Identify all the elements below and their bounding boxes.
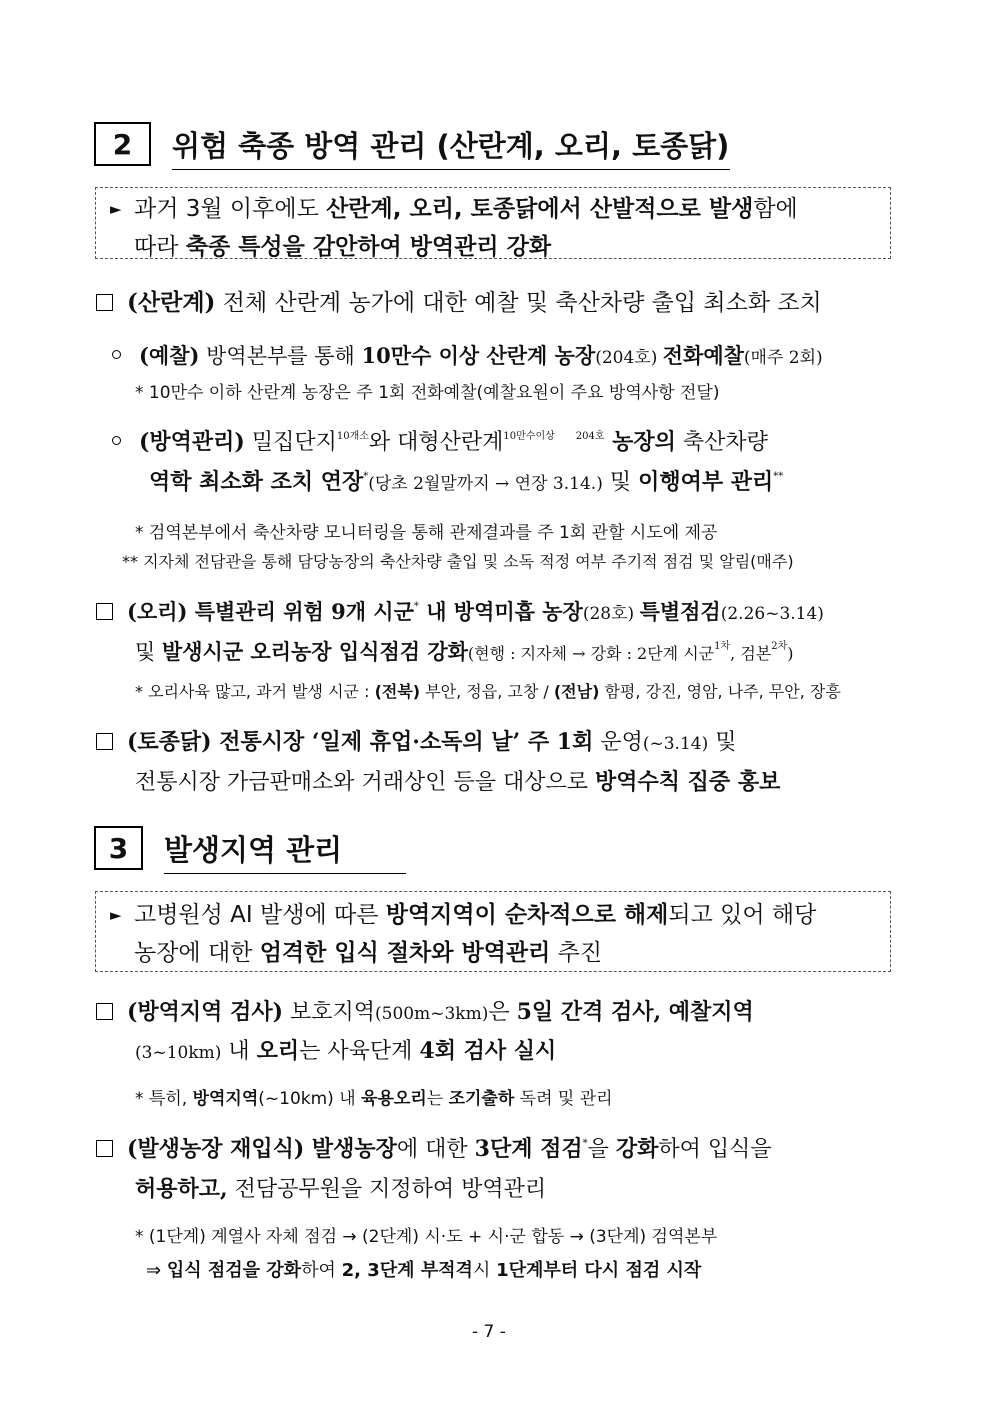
- item-text: 전담공무원을 지정하여 방역관리: [227, 1177, 547, 1202]
- superscript: 204호: [575, 431, 605, 442]
- summary-emphasis: 산란계, 오리, 토종닭에서 산발적으로 발생: [326, 196, 754, 222]
- summary-box: [95, 891, 891, 972]
- subitem-text: (매주 2회): [743, 348, 823, 368]
- footnote-text: * 특히,: [135, 1089, 193, 1109]
- superscript: *: [363, 471, 369, 482]
- item-line: [96, 284, 822, 317]
- item-head: (방역지역 검사): [127, 999, 283, 1025]
- subitem-emphasis: 전화예찰: [662, 343, 744, 368]
- item-text: 운영: [593, 730, 643, 755]
- item-emphasis: 3단계 점검: [474, 1136, 583, 1162]
- item-emphasis: 발생농장: [304, 1136, 397, 1162]
- checkbox-square-icon: [96, 1140, 113, 1157]
- footnote-emphasis: 육용오리: [361, 1089, 427, 1109]
- section-title-text: 위험 축종 방역 관리: [172, 129, 427, 163]
- subitem-head: (방역관리): [139, 429, 245, 455]
- item-text: , 검본: [730, 644, 772, 663]
- footnote-emphasis: 입식 점검을 강화: [166, 1260, 302, 1281]
- item-line-cont: [135, 636, 794, 666]
- superscript: 1차: [714, 641, 731, 652]
- summary-text: 과거 3월 이후에도: [134, 196, 327, 222]
- superscript: 10만수이상: [503, 431, 555, 442]
- subitem-line: [112, 425, 768, 456]
- item-text: (현행 : 지자체 → 강화 : 2단계 시군: [467, 644, 715, 663]
- item-text: (500m~3km): [375, 1004, 489, 1024]
- item-line: [96, 995, 754, 1026]
- footnote-emphasis: 1단계부터 다시 점검 시작: [496, 1260, 702, 1281]
- item-line-cont: [135, 1034, 556, 1065]
- footnote-text: (~10km) 내: [258, 1089, 362, 1109]
- summary-emphasis: 방역지역이 순차적으로 해제: [385, 902, 669, 928]
- subitem-emphasis: 10만수 이상 산란계 농장: [361, 343, 596, 368]
- item-text: 및: [135, 640, 162, 664]
- subitem-text: 밀집단지: [244, 430, 337, 455]
- subitem-text: 방역본부를 통해: [199, 344, 362, 368]
- item-text: (2.26~3.14): [720, 604, 824, 624]
- item-text: 는 사육단계: [299, 1039, 420, 1064]
- item-emphasis: 전통시장 ‘일제 휴업·소독의 날’ 주 1회: [211, 729, 594, 755]
- summary-line-1: [110, 190, 890, 228]
- item-line-cont: [135, 765, 780, 796]
- circle-bullet-icon: [112, 436, 121, 445]
- subitem-emphasis: 농장의: [604, 429, 676, 455]
- footnote-emphasis: (전북): [374, 682, 421, 701]
- checkbox-square-icon: [96, 603, 113, 620]
- footnote-emphasis: 방역지역: [192, 1089, 259, 1109]
- item-text: 내: [221, 1039, 257, 1064]
- section-number: 3: [94, 826, 143, 870]
- footnote: * (1단계) 계열사 자체 점검 → (2단계) 시·도 + 시·군 합동 → (3단계) 검역본부: [135, 1227, 718, 1247]
- item-text: (3~10km): [135, 1043, 222, 1063]
- superscript: 10개소: [336, 431, 369, 442]
- item-head: (발생농장 재입식): [127, 1136, 305, 1162]
- footnote-emphasis: 2, 3단계 부적격: [341, 1260, 473, 1281]
- item-emphasis: 방역수칙 집중 홍보: [595, 769, 781, 795]
- subitem-emphasis: 이행여부 관리: [638, 469, 774, 495]
- footnote-text: 독려 및 관리: [514, 1089, 613, 1109]
- section-title-text: 발생지역 관리: [164, 833, 343, 867]
- subitem-text: 축산차량: [675, 430, 768, 455]
- subitem-line: [112, 340, 823, 370]
- footnote: [146, 1256, 701, 1282]
- summary-line-1: [110, 896, 890, 934]
- summary-text: 함에: [753, 196, 798, 222]
- summary-text: 추진: [550, 940, 603, 966]
- summary-text: 따라: [134, 234, 186, 260]
- summary-box: [95, 187, 891, 259]
- footnote-text: 하여: [301, 1260, 342, 1281]
- item-emphasis: 강화: [615, 1136, 659, 1162]
- item-emphasis: 발생시군 오리농장 입식점검 강화: [161, 639, 468, 664]
- section-title: [164, 828, 406, 874]
- item-text: (~3.14): [642, 734, 709, 754]
- item-emphasis: 허용하고,: [135, 1176, 228, 1202]
- item-text: 에 대한: [396, 1137, 475, 1162]
- item-line: [96, 596, 824, 626]
- subitem-text: 와 대형산란계: [368, 430, 504, 455]
- subitem-text: (당초 2월말까지 → 연장 3.14.): [368, 474, 603, 494]
- section-title: [172, 124, 730, 170]
- footnote: * 검역본부에서 축산차량 모니터링을 통해 관제결과를 주 1회 관할 시도에 제공: [135, 523, 718, 543]
- footnote-text: 시: [472, 1260, 497, 1281]
- subitem-emphasis: 역학 최소화 조치 연장: [149, 469, 364, 495]
- item-emphasis: 오리: [256, 1038, 300, 1064]
- item-head: (토종닭): [127, 729, 212, 755]
- footnote: [135, 1084, 613, 1109]
- summary-text: 농장에 대한: [134, 940, 260, 966]
- pointer-icon: ►: [110, 906, 122, 924]
- item-text: 하여 입식을: [658, 1137, 772, 1162]
- footnote: ** 지자체 전담관을 통해 담당농장의 축산차량 출입 및 소독 적정 여부 주기적 점검 및 알림(매주): [122, 552, 794, 571]
- summary-emphasis: 엄격한 입식 절차와 방역관리: [259, 940, 551, 966]
- page-number: - 7 -: [472, 1322, 506, 1342]
- pointer-icon: ►: [110, 200, 122, 218]
- checkbox-square-icon: [96, 294, 113, 311]
- summary-line-2: [110, 228, 890, 266]
- item-text: (28호): [582, 604, 640, 624]
- subitem-text: 및: [602, 470, 639, 495]
- subitem-text: (204호): [595, 348, 663, 368]
- subitem-line-cont: [149, 465, 783, 496]
- circle-bullet-icon: [112, 350, 121, 359]
- footnote-text: ⇒: [146, 1260, 167, 1281]
- summary-line-2: [110, 934, 890, 972]
- footnote: [135, 679, 841, 702]
- subitem-head: (예찰): [139, 343, 200, 368]
- summary-text: 고병원성 AI 발생에 따른: [134, 902, 386, 928]
- summary-text: 되고 있어 해당: [668, 902, 817, 928]
- item-emphasis: 내 방역미흡 농장: [418, 599, 583, 624]
- item-text: 보호지역: [283, 1000, 376, 1025]
- footnote-text: 는: [426, 1089, 449, 1109]
- checkbox-square-icon: [96, 733, 113, 750]
- superscript: *: [582, 1138, 588, 1149]
- superscript: **: [773, 471, 784, 482]
- footnote: * 10만수 이하 산란계 농장은 주 1회 전화예찰(예찰요원이 주요 방역사항 전달): [135, 383, 720, 403]
- item-text: 은: [488, 1000, 517, 1025]
- summary-emphasis: 축종 특성을 감안하여 방역관리 강화: [185, 234, 552, 260]
- footnote-emphasis: 조기출하: [448, 1089, 515, 1109]
- item-line: [96, 725, 736, 756]
- footnote-text: 함평, 강진, 영암, 나주, 무안, 장흥: [599, 682, 841, 701]
- superscript: *: [413, 601, 419, 612]
- item-emphasis: 4회 검사 실시: [419, 1038, 557, 1064]
- item-text: 및: [708, 730, 737, 755]
- item-text: 전통시장 가금판매소와 거래상인 등을 대상으로: [135, 770, 596, 795]
- section-number: 2: [94, 122, 151, 166]
- checkbox-square-icon: [96, 1003, 113, 1020]
- item-emphasis: 특별점검: [639, 599, 721, 624]
- item-head: (산란계): [127, 289, 216, 316]
- item-text: ): [787, 644, 794, 663]
- footnote-text: * 오리사육 많고, 과거 발생 시군 :: [135, 682, 375, 701]
- item-emphasis: 5일 간격 검사, 예찰지역: [516, 999, 754, 1025]
- item-line-cont: [135, 1172, 546, 1203]
- item-line: [96, 1132, 772, 1163]
- item-text: 을: [587, 1137, 616, 1162]
- item-emphasis: 특별관리 위험 9개 시군: [187, 599, 414, 624]
- section-title-tag: (산란계, 오리, 토종닭): [436, 129, 730, 163]
- footnote-text: 부안, 정읍, 고창 /: [420, 682, 554, 701]
- item-head: (오리): [127, 599, 188, 624]
- item-text: 전체 산란계 농가에 대한 예찰 및 축산차량 출입 최소화 조치: [215, 290, 822, 316]
- footnote-emphasis: (전남): [553, 682, 600, 701]
- superscript: 2차: [771, 641, 788, 652]
